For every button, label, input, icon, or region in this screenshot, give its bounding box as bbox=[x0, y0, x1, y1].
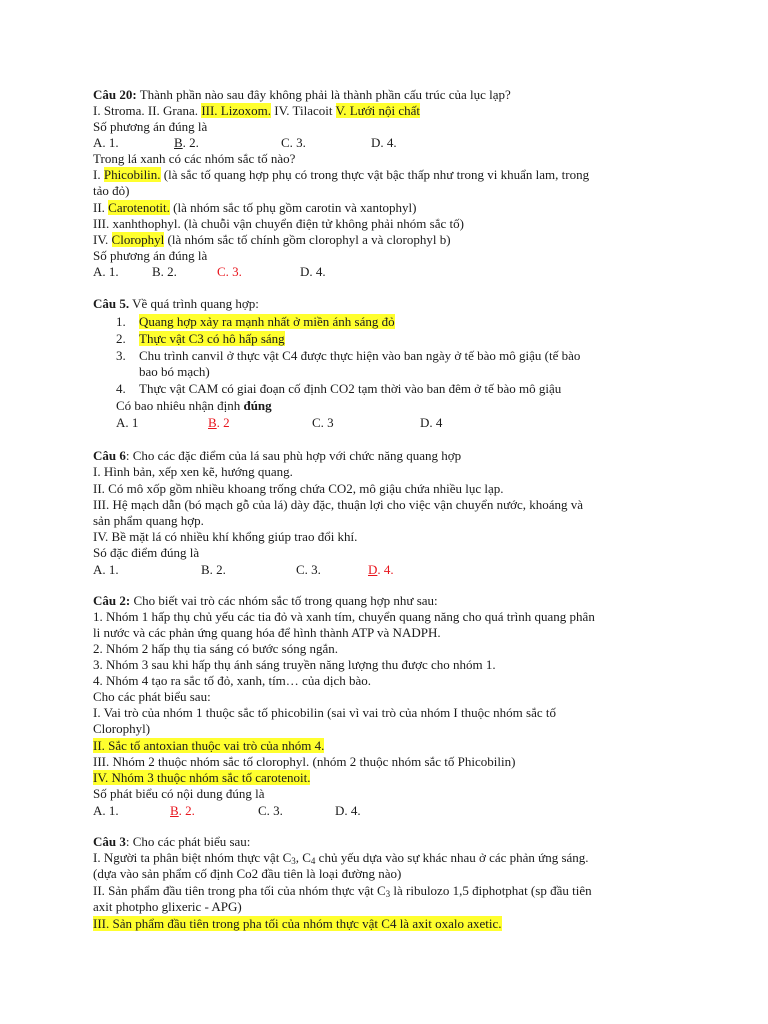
c5-statement-1-text: Quang hợp xảy ra mạnh nhất ở miền ánh sáng đỏ bbox=[139, 314, 395, 329]
c2-statement-1: I. Vai trò của nhóm 1 thuộc sắc tố phicobilin (sai vì vai trò của nhóm I thuộc nhóm sắc tố bbox=[93, 705, 556, 720]
pigment-option-b: B. 2. bbox=[152, 264, 177, 279]
pigment-ii-name: Carotenotit. bbox=[108, 200, 170, 215]
c2-statement-4-text: IV. Nhóm 3 thuộc nhóm sắc tố carotenoit. bbox=[93, 770, 311, 785]
c2-line-1: 1. Nhóm 1 hấp thụ chủ yếu các tia đỏ và xanh tím, chuyển quang năng cho quá trình quang phân bbox=[93, 609, 595, 624]
c3-line-1-sub-2: 4 bbox=[310, 856, 316, 866]
c5-label: Câu 5. bbox=[93, 296, 130, 311]
pigment-option-c: C. 3. bbox=[217, 264, 242, 279]
pigment-item-i-cont: tảo đỏ) bbox=[93, 183, 130, 198]
c20-item3: III. Lizoxom. bbox=[201, 103, 271, 118]
c5-question-text: Về quá trình quang hợp: bbox=[129, 296, 259, 311]
c2-statement-4 bbox=[93, 770, 310, 786]
pigment-iv-name: Clorophyl bbox=[111, 232, 165, 247]
pigment-option-d: D. 4. bbox=[300, 264, 326, 279]
c5-question bbox=[93, 296, 259, 312]
c2-option-b bbox=[170, 803, 195, 819]
c3-line-1-cont: (dựa vào sản phẩm cố định Co2 đầu tiên là loại đường nào) bbox=[93, 866, 402, 881]
c2-option-a: A. 1. bbox=[93, 803, 119, 818]
c2-option-c: C. 3. bbox=[258, 803, 283, 818]
c5-statement-1 bbox=[116, 314, 395, 330]
c20-prompt: Số phương án đúng là bbox=[93, 119, 208, 134]
c5-number-2: 2. bbox=[116, 331, 126, 346]
c5-option-b-rest: . 2 bbox=[216, 415, 230, 430]
pigment-option-a: A. 1. bbox=[93, 264, 119, 279]
c2-options bbox=[93, 803, 693, 819]
c5-prompt bbox=[116, 398, 272, 414]
c5-option-a: A. 1 bbox=[116, 415, 139, 430]
c2-statement-2 bbox=[93, 738, 324, 754]
c6-question-text: : Cho các đặc điểm của lá sau phù hợp với chức năng quang hợp bbox=[125, 448, 462, 463]
c2-line-2: 2. Nhóm 2 hấp thụ tia sáng có bước sóng ngắn. bbox=[93, 641, 338, 656]
c5-statement-3-cont: bao bó mạch) bbox=[139, 364, 210, 379]
c3-line-1-sub-1: 3 bbox=[291, 856, 296, 866]
c6-option-a: A. 1. bbox=[93, 562, 119, 577]
c2-label: Câu 2: bbox=[93, 593, 131, 608]
c5-number-1: 1. bbox=[116, 314, 126, 329]
c6-options bbox=[93, 562, 693, 578]
pigment-prompt: Số phương án đúng là bbox=[93, 248, 208, 263]
c20-items bbox=[93, 103, 420, 119]
c5-statement-3-text: Chu trình canvil ở thực vật C4 được thực hiện vào ban ngày ở tế bào mô giậu (tế bào bbox=[139, 348, 581, 363]
c2-option-b-letter: B bbox=[170, 803, 179, 818]
c2-question bbox=[93, 593, 438, 609]
c5-prompt-bold: đúng bbox=[243, 398, 272, 413]
c3-line-2-a: II. Sản phẩm đầu tiên trong pha tối của nhóm thực vật C bbox=[93, 883, 386, 898]
c6-option-d-rest: . 4. bbox=[377, 562, 394, 577]
c2-statement-2-text: II. Sắc tố antoxian thuộc vai trò của nhóm 4. bbox=[93, 738, 325, 753]
pigment-item-ii bbox=[93, 200, 417, 216]
c20-options bbox=[93, 135, 693, 151]
c20-item5: V. Lưới nội chất bbox=[335, 103, 420, 118]
c2-option-d: D. 4. bbox=[335, 803, 361, 818]
c5-options bbox=[116, 415, 616, 431]
c6-question bbox=[93, 448, 461, 464]
c20-option-d: D. 4. bbox=[371, 135, 397, 150]
c5-option-d: D. 4 bbox=[420, 415, 443, 430]
c3-line-2-cont: axit photpho glixeric - APG) bbox=[93, 899, 242, 914]
c2-intro: Cho các phát biểu sau: bbox=[93, 689, 211, 704]
c3-line-2-sub: 3 bbox=[385, 889, 391, 899]
c3-line-1-c: chủ yếu dựa vào sự khác nhau ở các phản ứng sáng. bbox=[315, 850, 589, 865]
c3-line-1-b: , C bbox=[295, 850, 311, 865]
c3-question bbox=[93, 834, 250, 850]
c2-option-b-rest: . 2. bbox=[178, 803, 195, 818]
pigment-item-iv bbox=[93, 232, 451, 248]
c20-option-b bbox=[174, 135, 199, 151]
c20-question bbox=[93, 87, 511, 103]
c5-prompt-text: Có bao nhiêu nhận định bbox=[116, 398, 244, 413]
c2-prompt: Số phát biểu có nội dung đúng là bbox=[93, 786, 265, 801]
c20-option-b-rest: . 2. bbox=[182, 135, 199, 150]
c3-line-3-text: III. Sản phẩm đầu tiên trong pha tối của nhóm thực vật C4 là axit oxalo axetic. bbox=[93, 916, 502, 931]
pigment-i-rest: (là sắc tố quang hợp phụ có trong thực vật bậc thấp như trong vi khuẩn lam, trong bbox=[160, 167, 590, 182]
c2-line-3: 3. Nhóm 3 sau khi hấp thụ ánh sáng truyền năng lượng thu được cho nhóm 1. bbox=[93, 657, 496, 672]
c5-statement-4-text: Thực vật CAM có giai đoạn cố định CO2 tạm thời vào ban đêm ở tế bào mô giậu bbox=[139, 381, 562, 396]
pigment-ii-prefix: II. bbox=[93, 200, 109, 215]
c3-line-2-b: là ribulozo 1,5 điphotphat (sp đầu tiên bbox=[390, 883, 592, 898]
c2-line-4: 4. Nhóm 4 tạo ra sắc tố đỏ, xanh, tím… của dịch bào. bbox=[93, 673, 371, 688]
c6-label: Câu 6 bbox=[93, 448, 126, 463]
c6-line-3: III. Hệ mạch dẫn (bó mạch gỗ của lá) dày đặc, thuận lợi cho việc vận chuyển nước, khoáng và bbox=[93, 497, 584, 512]
c5-statement-4 bbox=[116, 381, 561, 397]
c6-option-b: B. 2. bbox=[201, 562, 226, 577]
c20-item4: IV. Tilacoit bbox=[270, 103, 336, 118]
c5-number-4: 4. bbox=[116, 381, 126, 396]
pigment-iv-prefix: IV. bbox=[93, 232, 112, 247]
c6-prompt: Só đặc điểm đúng là bbox=[93, 545, 200, 560]
c20-items-a: I. Stroma. II. Grana. bbox=[93, 103, 202, 118]
pigment-i-prefix: I. bbox=[93, 167, 104, 182]
c6-line-2: II. Có mô xốp gồm nhiều khoang trống chứa CO2, mô giậu chứa nhiều lục lạp. bbox=[93, 481, 504, 496]
c6-option-d-letter: D bbox=[368, 562, 378, 577]
c3-line-1-a: I. Người ta phân biệt nhóm thực vật C bbox=[93, 850, 292, 865]
c5-statement-2 bbox=[116, 331, 285, 347]
c2-question-text: Cho biết vai trò các nhóm sắc tố trong quang hợp như sau: bbox=[130, 593, 438, 608]
c20-label: Câu 20: bbox=[93, 87, 137, 102]
c20-option-b-letter: B bbox=[174, 135, 183, 150]
c2-statement-1-cont: Clorophyl) bbox=[93, 721, 151, 736]
c20-question-text: Thành phần nào sau đây không phải là thành phần cấu trúc của lục lạp? bbox=[136, 87, 511, 102]
c5-statement-3 bbox=[116, 348, 580, 364]
c20-option-a: A. 1. bbox=[93, 135, 119, 150]
c6-line-1: I. Hình bản, xếp xen kẽ, hướng quang. bbox=[93, 464, 293, 479]
c5-option-b-letter: B bbox=[208, 415, 217, 430]
c6-line-4: IV. Bề mặt lá có nhiều khí khổng giúp trao đổi khí. bbox=[93, 529, 358, 544]
c3-label: Câu 3 bbox=[93, 834, 126, 849]
c5-option-c: C. 3 bbox=[312, 415, 334, 430]
c2-statement-3: III. Nhóm 2 thuộc nhóm sắc tố clorophyl. (nhóm 2 thuộc nhóm sắc tố Phicobilin) bbox=[93, 754, 516, 769]
pigment-options bbox=[93, 264, 693, 280]
pigment-ii-rest: (là nhóm sắc tố phụ gồm carotin và xantophyl) bbox=[169, 200, 417, 215]
c5-number-3: 3. bbox=[116, 348, 126, 363]
c5-option-b bbox=[208, 415, 230, 431]
c20-option-c: C. 3. bbox=[281, 135, 306, 150]
pigment-item-iii: III. xanhthophyl. (là chuỗi vận chuyển điện tử không phải nhóm sắc tố) bbox=[93, 216, 464, 231]
c3-question-text: : Cho các phát biểu sau: bbox=[125, 834, 251, 849]
c6-line-3-cont: sản phẩm quang hợp. bbox=[93, 513, 204, 528]
c3-line-3 bbox=[93, 916, 502, 932]
pigment-item-i bbox=[93, 167, 589, 183]
c5-statement-2-text: Thực vật C3 có hô hấp sáng bbox=[139, 331, 285, 346]
c6-option-c: C. 3. bbox=[296, 562, 321, 577]
pigment-i-name: Phicobilin. bbox=[103, 167, 161, 182]
pigment-question: Trong lá xanh có các nhóm sắc tố nào? bbox=[93, 151, 296, 166]
c2-line-1-cont: li nước và các phản ứng quang hóa để hình thành ATP và NADPH. bbox=[93, 625, 441, 640]
c6-option-d bbox=[368, 562, 394, 578]
pigment-iv-rest: (là nhóm sắc tố chính gồm clorophyl a và clorophyl b) bbox=[164, 232, 451, 247]
